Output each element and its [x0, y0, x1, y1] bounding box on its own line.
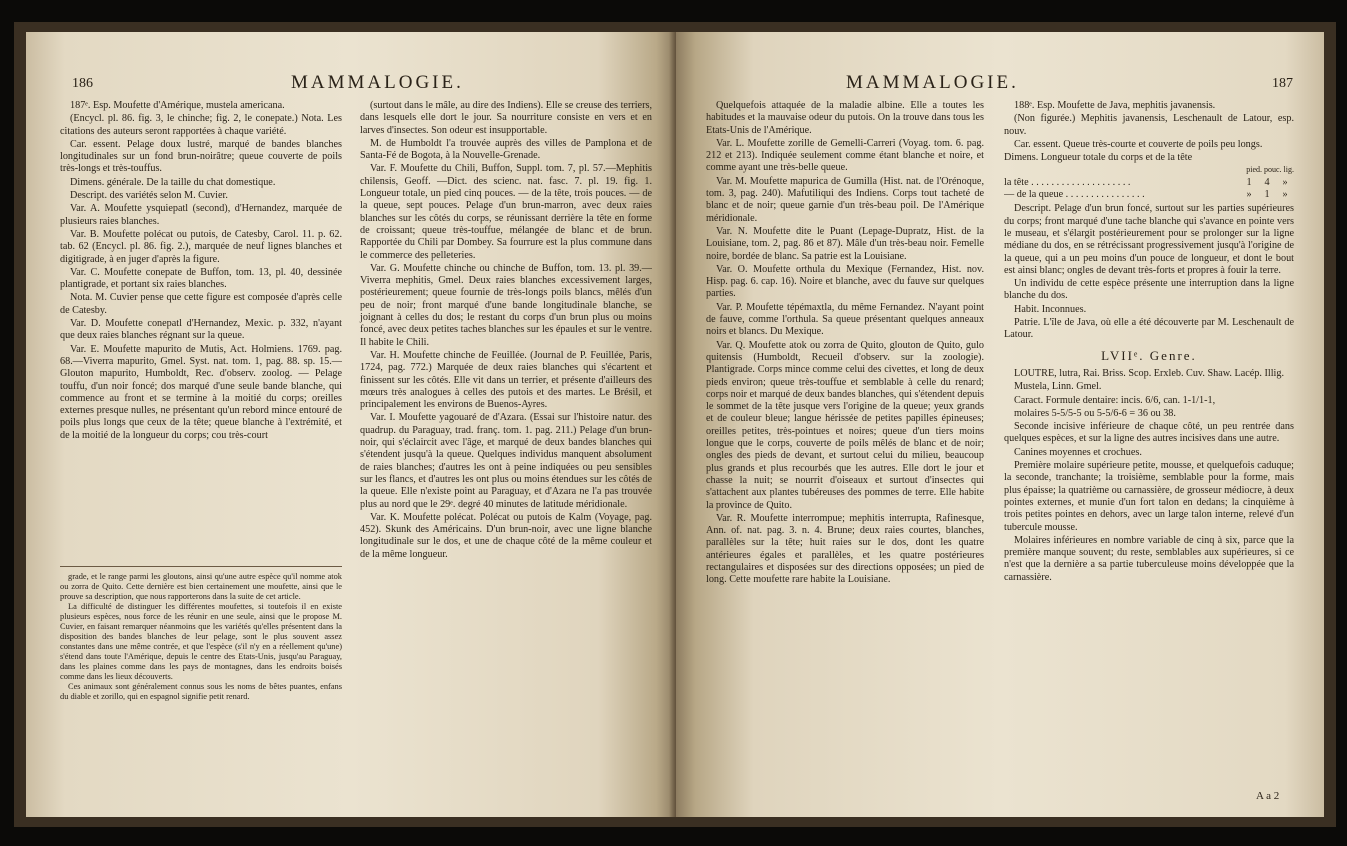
dimensions-units: pied. pouc. lig. [1246, 165, 1294, 175]
paragraph: Mustela, Linn. Gmel. [1014, 381, 1102, 393]
paragraph: Descript. des variétés selon M. Cuvier. [70, 190, 228, 202]
left-page-header: MAMMALOGIE. [291, 72, 464, 93]
paragraph: Première molaire supérieure petite, mousse, et quelquefois caduque; la seconde, tranchante; la troisième, semblable pour la forme, mais plus épaisse; la quatrième ou carnassière, de grosseur médiocre, à deux pointes externes, et munie d'un fort talon en dedans; la cinquième à trois petites pointes en dehors, avec un large talon interne, relevé d'un tubercule mousse. [1004, 460, 1294, 533]
paragraph: Var. I. Moufette yagouaré de d'Azara. (Essai sur l'histoire natur. des quadrup. du Paraguay, trad. franç. tom. 1. pag. 211.) Pelage d'un brun-noir, qui s'éclaircit avec l'âge, et marqué de deux bandes blanches qui s'étendent jusqu'à la queue. Quelques individus manquent absolument de raies blanches; d'autres les ont à peine indiquées ou peu sensibles sur les flancs, et d'autres les ont plus ou moins étendues sur les côtés de la queue. Elle n'existe point au Paraguay, et d'Azara ne l'a pas trouvée plus au nord que le 29ᵉ. degré 40 minutes de latitude méridionale. [360, 412, 652, 510]
right-column-2-description [1004, 203, 1294, 341]
dimensions-value: 1 [1264, 189, 1270, 201]
paragraph: Canines moyennes et crochues. [1014, 446, 1142, 458]
paragraph: Var. D. Moufette conepatl d'Hernandez, Mexic. p. 332, n'ayant que deux raies blanches régnant sur la queue. [60, 318, 342, 342]
paragraph: LOUTRE, lutra, Rai. Briss. Scop. Erxleb. Cuv. Shaw. Lacép. Illig. [1014, 367, 1285, 379]
book-spread [14, 22, 1336, 827]
footnote-paragraph: Ces animaux sont généralement connus sous les noms de bêtes puantes, enfans du diable et zorillo, qui en espagnol signifie petit renard. [60, 682, 342, 701]
dimensions-value: » [1246, 189, 1252, 201]
paragraph: Molaires inférieures en nombre variable de cinq à six, parce que la première manque souvent; du reste, semblables aux supérieures, si ce n'est que la dernière a sa partie tuberculeuse moins développée que la carnassière. [1004, 534, 1294, 583]
dimensions-value: » [1282, 189, 1288, 201]
left-footnote [60, 572, 342, 802]
dimensions-row [1004, 189, 1294, 201]
paragraph: 188ᵉ. Esp. Moufette de Java, mephitis javanensis. [1014, 100, 1216, 111]
right-page [676, 32, 1324, 817]
paragraph: 187ᵉ. Esp. Moufette d'Amérique, mustela americana. [70, 100, 285, 111]
paragraph: Var. H. Moufette chinche de Feuillée. (Journal de P. Feuillée, Paris, 1724, pag. 772.) Marquée de deux raies blanches qui s'écartent et finissent sur les côtés. Elle vit dans un terrier, et présente d'ailleurs des mœurs très analogues à celles des putois et des martes. Le Brésil, et principalement les environs de Buenos-Ayres. [360, 349, 652, 411]
dimensions-label: Dimens. Longueur totale du corps et de la tête [1004, 152, 1193, 164]
dimensions-table [1004, 152, 1294, 201]
paragraph: Var. C. Moufette conepate de Buffon, tom. 13, pl. 40, dessinée plantigrade, et portant six raies blanches. [60, 266, 342, 291]
footnote-paragraph: grade, et le range parmi les gloutons, ainsi qu'une autre espèce qu'il nomme atok ou zorra de Quito. Cette dernière est bien certainement une moufette, ainsi que le prouve sa description, que nous rapporterons dans la suite de cet article. [60, 572, 342, 601]
dimensions-row-label: la tête . . . . . . . . . . . . . . . . . . . . [1004, 176, 1131, 188]
paragraph: Nota. M. Cuvier pense que cette figure est composée d'après celle de Catesby. [60, 292, 342, 316]
paragraph: Var. A. Moufette ysquiepatl (second), d'Hernandez, marquée de plusieurs raies blanches. [60, 203, 342, 227]
paragraph: Car. essent. Pelage doux lustré, marqué de bandes blanches longitudinales sur un fond brun-noirâtre; queue couverte de poils très-longs et très-touffus. [60, 138, 342, 175]
footnote-rule [60, 566, 342, 567]
paragraph: Var. Q. Moufette atok ou zorra de Quito, glouton de Quito, gulo quitensis (Humboldt, Recueil d'observ. sur la zoologie). Plantigrade. Corps mince comme celui des civettes, et long de deux pieds environ; queue très-touffue et semblable à celle du renard; corps noir et marqué de deux bandes blanches, qui s'étendent depuis le sommet de la tête jusque vers l'origine de la queue; yeux grands et de couleur bleue; langue hérissée de petites papilles épineuses; oreilles petites, très-pointues et noires; queue d'un tiers moins longue que le corps, couverte de poils mêlés de blanc et de noir; ongles des pieds de devant, et surtout celui du milieu, beaucoup plus grands et plus recourbés que les autres. Elle dort le jour et chasse la nuit; se nourrit d'oiseaux et surtout d'insectes qui s'attachent aux plantes tubéreuses des pommes de terre. Elle habite la province de Quito. [706, 339, 984, 511]
paragraph: Var. F. Moufette du Chili, Buffon, Suppl. tom. 7, pl. 57.—Mephitis chilensis, Geoff. —Dict. des scienc. nat. fasc. 7. pl. 19. fig. 1. Longueur totale, un pied cinq pouces. — de la tête, trois pouces. — de la queue, sept pouces. Pelage d'un brun-marron, avec deux raies blanches sur les côtés du corps, se réunissant derrière la tête en forme de croissant; queue très-touffue, mélangée de blanc et de brun. Rapportée du Chili par Dombey. Sa fourrure est la plus commune dans le commerce des pelleteries. [360, 163, 652, 261]
right-column-2 [1004, 100, 1294, 805]
paragraph: Quelquefois attaquée de la maladie albine. Elle a toutes les habitudes et la mauvaise odeur du putois. On la trouve dans tous les Etats-Unis de l'Amérique. [706, 100, 984, 136]
dimensions-rows [1004, 177, 1294, 202]
paragraph: (surtout dans le mâle, au dire des Indiens). Elle se creuse des terriers, dans lesquels elle dort le jour. Sa nourriture consiste en vers et en larves d'insectes. Son odeur est insupportable. [360, 100, 652, 136]
footnote-paragraph: La difficulté de distinguer les différentes moufettes, si toutefois il en existe plusieurs espèces, nous force de les réunir en une seule, ainsi que le propose M. Cuvier, en faisant remarquer néanmoins que les variétés qu'elles présentent dans la disposition des bandes blanches de leur pelage, sont le plus souvent assez constantes dans une même contrée, et que l'espèce (s'il n'y en a réellement qu'une) s'étend dans toute l'Amérique, depuis le centre des Etats-Unis, jusqu'au Paraguay, dans les plaines comme dans les pays de montagnes, dans les endroits boisés comme dans les lieux découverts. [60, 602, 342, 681]
dimensions-row [1004, 177, 1294, 189]
paragraph: Var. K. Moufette polécat. Polécat ou putois de Kalm (Voyage, pag. 452). Skunk des Américains. D'un brun-noir, avec une ligne blanche longitudinale sur le dos, et une de chaque côté de la même couleur et de la même longueur. [360, 511, 652, 560]
paragraph: Seconde incisive inférieure de chaque côté, un peu rentrée dans quelques espèces, et sur la ligne des autres incisives dans une autre. [1004, 421, 1294, 445]
paragraph: M. de Humboldt l'a trouvée auprès des villes de Pamplona et de Santa-Fé de Bogota, à la Nouvelle-Grenade. [360, 137, 652, 162]
paragraph: Caract. Formule dentaire: incis. 6/6, can. 1-1/1-1, [1014, 394, 1216, 406]
left-page [26, 32, 676, 817]
right-page-number: 187 [1272, 76, 1293, 91]
paragraph: Habit. Inconnues. [1014, 303, 1087, 315]
paragraph: Car. essent. Queue très-courte et couverte de poils peu longs. [1014, 138, 1263, 150]
paragraph: Var. L. Moufette zorille de Gemelli-Carreri (Voyag. tom. 6. pag. 212 et 213). Indiquée seulement comme étant blanche et noire, et comme ayant une très-belle queue. [706, 137, 984, 174]
paragraph: Un individu de cette espèce présente une interruption dans la ligne blanche du dos. [1004, 278, 1294, 302]
dimensions-value: 4 [1264, 176, 1270, 188]
paragraph: Var. B. Moufette polécat ou putois, de Catesby, Carol. 11. p. 62. tab. 62 (Encycl. pl. 86. fig. 2.), marquée de neuf lignes blanches et digitigrade, à en juger d'après la figure. [60, 228, 342, 265]
signature-mark: A a 2 [1256, 790, 1280, 802]
paragraph: Var. E. Moufette mapurito de Mutis, Act. Holmiens. 1769. pag. 68.—Viverra mapurito, Gmel. Syst. nat. tom. 1, pag. 88. sp. 15.—Glouton mapurito, Humboldt, Rec. d'observ. zoolog. — Pelage touffu, d'un noir foncé; dos marqué d'une seule bande blanche, qui commence au front et se termine à la moitié du corps; oreilles externes presque nulles, ne présentant qu'un rebord mince entouré de poils plus longs que ceux de la tête; queue blanche à l'extrémité, et de la moitié de la longueur du corps; cou très-court [60, 343, 342, 441]
dimensions-value: 1 [1246, 176, 1252, 188]
paragraph: (Encycl. pl. 86. fig. 3, le chinche; fig. 2, le conepate.) Nota. Les citations des auteurs seront rapportées à chaque variété. [60, 113, 342, 137]
paragraph: Var. G. Moufette chinche ou chinche de Buffon, tom. 13. pl. 39.—Viverra mephitis, Gmel. Deux raies blanches excessivement larges, postérieurement; queue fournie de très-longs poils blancs, mêlés d'un peu de noir; front marqué d'une bande longitudinale blanche, se joignant à celles du dos; le restant du corps d'un brun plus ou moins foncé, avec deux petites taches blanches sur les épaules et sur le ventre. Il habite le Chili. [360, 262, 652, 348]
right-column-2-genre-text [1004, 368, 1294, 584]
paragraph: Dimens. générale. De la taille du chat domestique. [70, 176, 276, 188]
paragraph: (Non figurée.) Mephitis javanensis, Leschenault de Latour, esp. nouv. [1004, 113, 1294, 137]
left-column-2 [360, 100, 652, 800]
left-page-number: 186 [72, 76, 93, 91]
left-column-1 [60, 100, 342, 560]
paragraph: Var. R. Moufette interrompue; mephitis interrupta, Rafinesque, Ann. of. nat. pag. 3. n. 4. Brune; deux raies courtes, blanches, parallèles sur la tête; huit raies sur le dos, dont les quatre antérieures égales et parallèles, et les quatre postérieures rectangulaires et disposées sur des directions opposées; un pied de long. Cette moufette rare habite la Louisiane. [706, 512, 984, 586]
right-column-1 [706, 100, 984, 805]
paragraph: Patrie. L'île de Java, où elle a été découverte par M. Leschenault de Latour. [1004, 317, 1294, 341]
right-page-header: MAMMALOGIE. [846, 72, 1019, 93]
paragraph: Var. O. Moufette orthula du Mexique (Fernandez, Hist. nov. Hisp. pag. 6. cap. 16). Noire et blanche, avec du fauve sur quelques parties. [706, 263, 984, 300]
genre-title: LVIIᵉ. Genre. [1101, 347, 1197, 363]
paragraph: Var. P. Moufette tépémaxtla, du même Fernandez. N'ayant point de fauve, comme l'orthula. Sa queue présentant quelques anneaux noirs et blancs. Du Mexique. [706, 301, 984, 338]
paragraph: Var. N. Moufette dite le Puant (Lepage-Dupratz, Hist. de la Louisiane, tom. 2, pag. 86 et 87). Mâle d'un très-beau noir. Femelle noire, bordée de blanc. Sa patrie est la Louisiane. [706, 225, 984, 262]
paragraph: molaires 5-5/5-5 ou 5-5/6-6 = 36 ou 38. [1014, 407, 1176, 419]
dimensions-value: » [1282, 176, 1288, 188]
right-column-2-intro [1004, 100, 1294, 151]
dimensions-row-label: — de la queue . . . . . . . . . . . . . . . . [1004, 189, 1145, 201]
paragraph: Var. M. Moufette mapurica de Gumilla (Hist. nat. de l'Orénoque, tom. 3, pag. 240). Mafutiliqui des Indiens. Corps tout tacheté de blanc et de noir; queue garnie d'un très-beau poil. De l'Amérique méridionale. [706, 175, 984, 224]
paragraph: Descript. Pelage d'un brun foncé, surtout sur les parties supérieures du corps; front marqué d'une tache blanche qui s'avance en pointe vers le museau, et s'élargit postérieurement pour se prolonger sur la ligne médiane du dos, en se rétrécissant progressivement jusqu'à l'origine de la queue, qui a un peu moins d'un pouce de longueur, et dont le bout est ainsi blanc; ongles de devant très-forts et propres à fouir la terre. [1004, 203, 1294, 276]
